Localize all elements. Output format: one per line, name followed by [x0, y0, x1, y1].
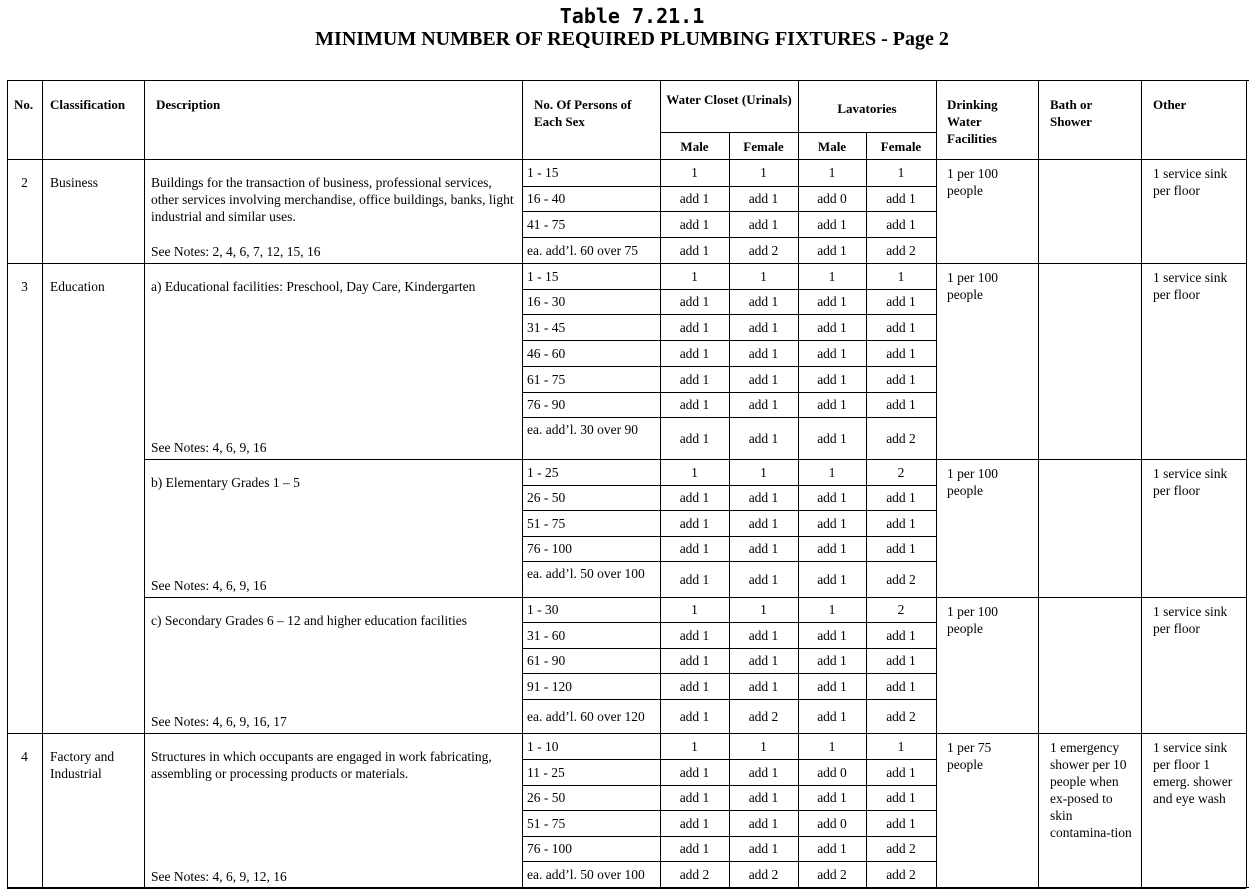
- description: a) Educational facilities: Preschool, Day Care, Kindergarten: [151, 279, 476, 294]
- description: Buildings for the transaction of business, professional services, other services involving merchandise, office buildings, banks, light industrial and similar uses.: [151, 175, 514, 224]
- lav-female: add 1: [886, 516, 916, 531]
- table-title: MINIMUM NUMBER OF REQUIRED PLUMBING FIXTURES - Page 2: [315, 28, 949, 50]
- grid-line: [522, 861, 936, 862]
- grid-line: [42, 81, 43, 888]
- wc-male: add 1: [679, 572, 710, 587]
- wc-female: add 1: [748, 679, 779, 694]
- wc-female: add 2: [748, 709, 779, 724]
- lav-female: add 2: [886, 572, 916, 587]
- other: 1 service sink per floor: [1153, 604, 1228, 636]
- lav-male: add 1: [817, 217, 847, 232]
- lav-female: add 1: [886, 541, 916, 556]
- grid-line: [7, 263, 1246, 264]
- lav-female: add 2: [886, 867, 916, 882]
- wc-female: add 1: [748, 431, 779, 446]
- grid-line: [522, 810, 936, 811]
- lav-male: add 1: [817, 628, 847, 643]
- grid-line: [522, 366, 936, 367]
- lav-male: add 1: [817, 709, 847, 724]
- lav-male: add 1: [817, 490, 847, 505]
- lav-male: add 1: [817, 653, 847, 668]
- lav-female: add 1: [886, 628, 916, 643]
- wc-female: add 2: [748, 243, 779, 258]
- lav-female: add 1: [886, 816, 916, 831]
- wc-male: add 1: [679, 679, 710, 694]
- persons-range: 46 - 60: [527, 346, 566, 361]
- lav-female: add 1: [886, 294, 916, 309]
- wc-female: add 1: [748, 320, 779, 335]
- other: 1 service sink per floor 1 emerg. shower and eye wash: [1153, 740, 1233, 806]
- persons-range: 1 - 25: [527, 465, 559, 480]
- lav-female: add 1: [886, 346, 916, 361]
- grid-line: [522, 485, 936, 486]
- wc-female: 1: [760, 165, 767, 180]
- lav-female: add 1: [886, 490, 916, 505]
- lav-male: add 0: [817, 191, 847, 206]
- wc-male: add 1: [679, 628, 710, 643]
- wc-female: 1: [760, 465, 767, 480]
- drinking-water: 1 per 75 people: [947, 740, 992, 772]
- wc-male: add 1: [679, 709, 710, 724]
- lav-female: 2: [897, 602, 905, 617]
- header-female: Female: [880, 139, 922, 154]
- fixtures-table: [7, 80, 1249, 888]
- notes: See Notes: 4, 6, 9, 16, 17: [151, 714, 287, 729]
- wc-male: add 1: [679, 490, 710, 505]
- persons-range: 61 - 90: [527, 653, 566, 668]
- description: Structures in which occupants are engaged in work fabricating, assembling or processing products or materials.: [151, 749, 492, 781]
- lav-female: add 1: [886, 372, 916, 387]
- grid-line: [522, 289, 936, 290]
- wc-male: 1: [691, 739, 698, 754]
- classification: Business: [50, 175, 99, 190]
- wc-male: add 1: [679, 397, 710, 412]
- persons-range: 1 - 15: [527, 165, 559, 180]
- grid-line: [522, 561, 936, 562]
- other: 1 service sink per floor: [1153, 270, 1228, 302]
- wc-female: add 1: [748, 572, 779, 587]
- row-number: 2: [21, 175, 28, 190]
- grid-line: [522, 785, 936, 786]
- lav-male: add 1: [817, 372, 847, 387]
- lav-female: add 1: [886, 397, 916, 412]
- persons-range: ea. add’l. 50 over 100: [527, 867, 645, 882]
- persons-range: 16 - 30: [527, 294, 566, 309]
- grid-line: [144, 459, 1246, 460]
- wc-male: 1: [691, 165, 698, 180]
- grid-line: [7, 159, 1246, 160]
- wc-female: add 1: [748, 346, 779, 361]
- lav-male: add 1: [817, 397, 847, 412]
- bath-shower: 1 emergency shower per 10 people when ex-posed to skin contamina-tion: [1050, 740, 1132, 840]
- header-other: Other: [1153, 97, 1187, 112]
- lav-female: 1: [897, 269, 905, 284]
- persons-range: 26 - 50: [527, 790, 566, 805]
- wc-female: 1: [760, 739, 767, 754]
- wc-male: add 1: [679, 841, 710, 856]
- persons-range: 76 - 100: [527, 841, 572, 856]
- header-description: Description: [156, 97, 221, 112]
- grid-line: [522, 536, 936, 537]
- lav-male: add 1: [817, 294, 847, 309]
- notes: See Notes: 2, 4, 6, 7, 12, 15, 16: [151, 244, 321, 259]
- wc-female: 1: [760, 269, 767, 284]
- grid-line: [144, 81, 145, 888]
- persons-range: 1 - 30: [527, 602, 559, 617]
- header-drinking: Drinking Water Facilities: [947, 97, 998, 146]
- persons-range: 31 - 60: [527, 628, 566, 643]
- lav-female: add 1: [886, 679, 916, 694]
- description: c) Secondary Grades 6 – 12 and higher education facilities: [151, 613, 468, 628]
- wc-male: add 1: [679, 294, 710, 309]
- drinking-water: 1 per 100 people: [947, 604, 998, 636]
- lav-male: 1: [828, 602, 836, 617]
- wc-male: add 1: [679, 191, 710, 206]
- grid-line: [7, 81, 8, 888]
- wc-female: add 1: [748, 816, 779, 831]
- grid-line: [7, 888, 1246, 889]
- lav-female: 1: [897, 165, 905, 180]
- other: 1 service sink per floor: [1153, 166, 1228, 198]
- notes: See Notes: 4, 6, 9, 12, 16: [151, 869, 287, 884]
- wc-male: add 1: [679, 346, 710, 361]
- grid-line: [522, 237, 936, 238]
- wc-female: add 1: [748, 490, 779, 505]
- row-number: 4: [21, 749, 28, 764]
- persons-range: 76 - 90: [527, 397, 566, 412]
- other: 1 service sink per floor: [1153, 466, 1228, 498]
- lav-female: 2: [897, 465, 905, 480]
- wc-male: add 1: [679, 243, 710, 258]
- header-water-closet: Water Closet (Urinals): [666, 92, 792, 107]
- lav-male: add 1: [817, 572, 847, 587]
- header-no: No.: [14, 97, 34, 112]
- classification: Factory and Industrial: [50, 749, 115, 781]
- wc-male: add 1: [679, 431, 710, 446]
- lav-male: add 0: [817, 765, 847, 780]
- persons-range: 26 - 50: [527, 490, 566, 505]
- grid-line: [522, 314, 936, 315]
- description: b) Elementary Grades 1 – 5: [151, 475, 300, 490]
- persons-range: 11 - 25: [527, 765, 565, 780]
- wc-female: add 1: [748, 790, 779, 805]
- notes: See Notes: 4, 6, 9, 16: [151, 578, 267, 593]
- notes: See Notes: 4, 6, 9, 16: [151, 440, 267, 455]
- lav-female: add 1: [886, 217, 916, 232]
- grid-line: [522, 340, 936, 341]
- lav-female: add 2: [886, 709, 916, 724]
- lav-female: add 1: [886, 790, 916, 805]
- lav-male: add 1: [817, 346, 847, 361]
- grid-line: [522, 699, 936, 700]
- lav-male: add 1: [817, 320, 847, 335]
- wc-male: 1: [691, 602, 698, 617]
- lav-male: add 0: [817, 816, 847, 831]
- grid-line: [522, 510, 936, 511]
- drinking-water: 1 per 100 people: [947, 166, 998, 198]
- lav-male: add 1: [817, 431, 847, 446]
- lav-male: add 1: [817, 790, 847, 805]
- wc-male: add 1: [679, 653, 710, 668]
- lav-male: add 1: [817, 841, 847, 856]
- wc-male: add 2: [679, 867, 710, 882]
- persons-range: 61 - 75: [527, 372, 566, 387]
- wc-male: add 1: [679, 816, 710, 831]
- wc-male: 1: [691, 269, 698, 284]
- wc-male: add 1: [679, 516, 710, 531]
- lav-male: 1: [828, 739, 836, 754]
- header-male: Male: [680, 139, 709, 154]
- lav-male: add 2: [817, 867, 847, 882]
- grid-line: [522, 392, 936, 393]
- lav-male: add 1: [817, 243, 847, 258]
- grid-line: [522, 648, 936, 649]
- wc-male: add 1: [679, 765, 710, 780]
- persons-range: ea. add’l. 30 over 90: [527, 422, 638, 437]
- grid-line: [522, 836, 936, 837]
- header-bath: Bath or Shower: [1050, 97, 1093, 129]
- grid-line: [936, 81, 937, 888]
- wc-female: add 1: [748, 294, 779, 309]
- wc-male: add 1: [679, 372, 710, 387]
- grid-line: [522, 759, 936, 760]
- wc-female: add 1: [748, 541, 779, 556]
- grid-line: [522, 622, 936, 623]
- drinking-water: 1 per 100 people: [947, 270, 998, 302]
- lav-female: add 1: [886, 191, 916, 206]
- grid-line: [7, 733, 1246, 734]
- lav-female: 1: [897, 739, 905, 754]
- lav-female: add 2: [886, 431, 916, 446]
- drinking-water: 1 per 100 people: [947, 466, 998, 498]
- persons-range: ea. add’l. 50 over 100: [527, 566, 645, 581]
- wc-female: add 1: [748, 372, 779, 387]
- persons-range: ea. add’l. 60 over 75: [527, 243, 638, 258]
- lav-male: add 1: [817, 541, 847, 556]
- header-male: Male: [817, 139, 847, 154]
- grid-line: [1141, 81, 1142, 888]
- lav-female: add 1: [886, 320, 916, 335]
- wc-female: add 1: [748, 217, 779, 232]
- wc-female: add 1: [748, 397, 779, 412]
- grid-line: [1038, 81, 1039, 888]
- wc-male: add 1: [679, 320, 710, 335]
- wc-male: 1: [691, 465, 698, 480]
- wc-female: add 1: [748, 841, 779, 856]
- wc-male: add 1: [679, 790, 710, 805]
- wc-female: add 1: [748, 765, 779, 780]
- grid-line: [660, 132, 936, 133]
- grid-line: [1246, 81, 1247, 888]
- grid-line: [522, 211, 936, 212]
- wc-female: add 1: [748, 516, 779, 531]
- classification: Education: [50, 279, 105, 294]
- persons-range: 41 - 75: [527, 217, 566, 232]
- wc-female: add 2: [748, 867, 779, 882]
- row-number: 3: [21, 279, 28, 294]
- lav-female: add 2: [886, 841, 916, 856]
- wc-female: add 1: [748, 653, 779, 668]
- persons-range: 91 - 120: [527, 679, 572, 694]
- lav-female: add 1: [886, 765, 916, 780]
- grid-line: [522, 186, 936, 187]
- persons-range: 16 - 40: [527, 191, 566, 206]
- lav-male: 1: [828, 269, 836, 284]
- lav-male: add 1: [817, 679, 847, 694]
- grid-line: [144, 597, 1246, 598]
- header-lavatories: Lavatories: [837, 101, 897, 116]
- table-number: Table 7.21.1: [559, 4, 705, 28]
- persons-range: 1 - 15: [527, 269, 559, 284]
- wc-female: add 1: [748, 628, 779, 643]
- header-persons: No. Of Persons of Each Sex: [534, 97, 632, 129]
- lav-female: add 1: [886, 653, 916, 668]
- persons-range: ea. add’l. 60 over 120: [527, 709, 645, 724]
- wc-female: add 1: [748, 191, 779, 206]
- lav-female: add 2: [886, 243, 916, 258]
- persons-range: 76 - 100: [527, 541, 572, 556]
- persons-range: 1 - 10: [527, 739, 559, 754]
- grid-line: [522, 417, 936, 418]
- persons-range: 51 - 75: [527, 816, 566, 831]
- wc-male: add 1: [679, 541, 710, 556]
- persons-range: 31 - 45: [527, 320, 566, 335]
- wc-male: add 1: [679, 217, 710, 232]
- lav-male: 1: [828, 465, 836, 480]
- lav-male: 1: [828, 165, 836, 180]
- wc-female: 1: [760, 602, 767, 617]
- persons-range: 51 - 75: [527, 516, 566, 531]
- lav-male: add 1: [817, 516, 847, 531]
- header-female: Female: [743, 139, 784, 154]
- header-classification: Classification: [50, 97, 126, 112]
- grid-line: [522, 673, 936, 674]
